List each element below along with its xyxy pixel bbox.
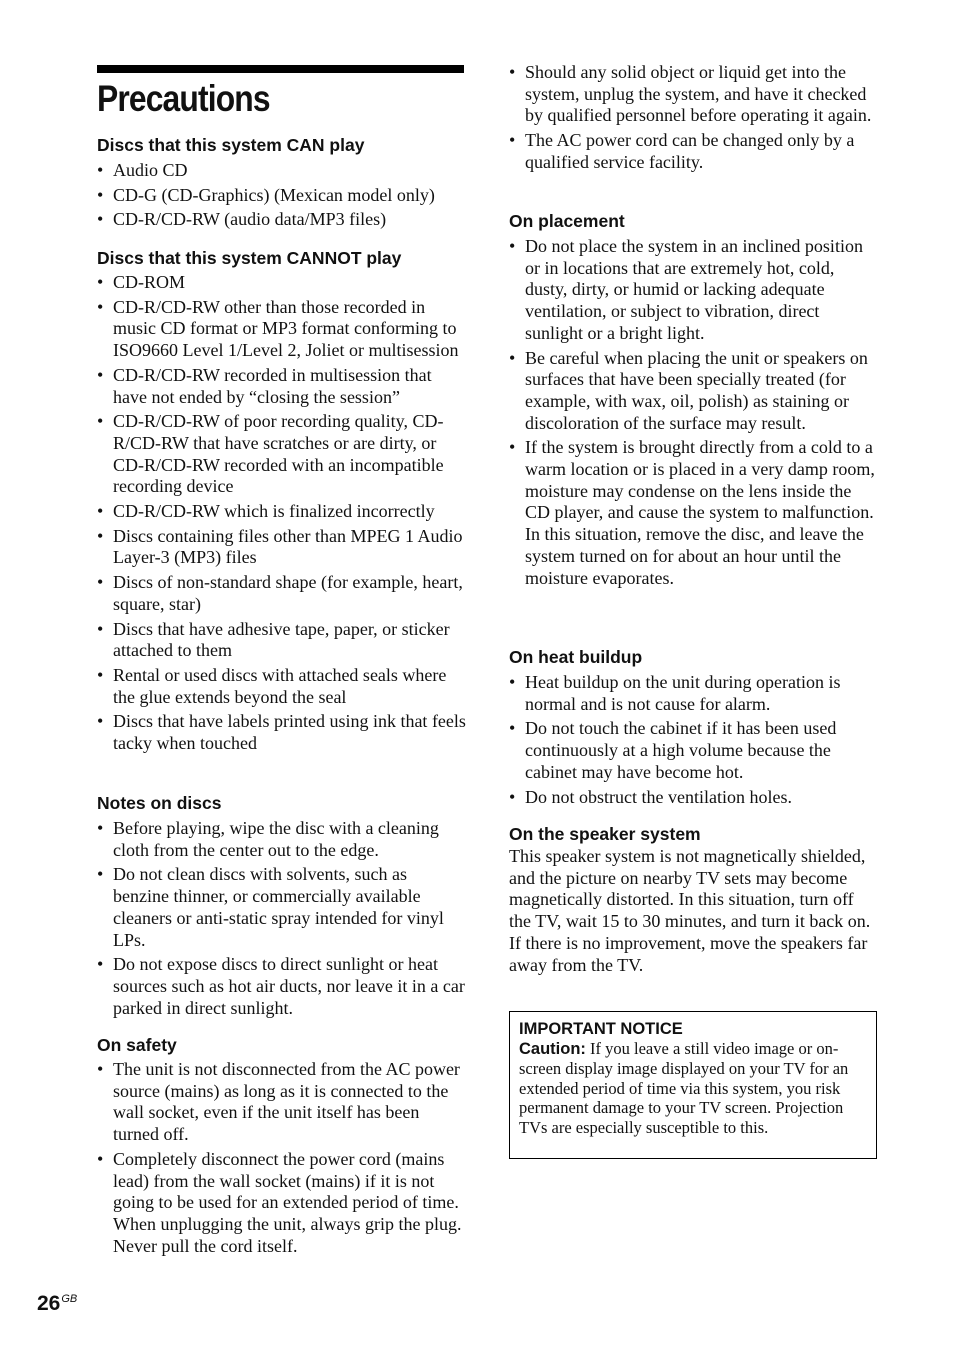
list-item: [509, 718, 877, 783]
list-item: [97, 365, 467, 408]
list-item: [97, 185, 467, 207]
bullet-icon: •: [509, 718, 516, 739]
list-item-text: Completely disconnect the power cord (mains lead) from the wall socket (mains) if it is not going to be used for an extended period of time. When unplugging the unit, always grip the plug. Never pull the cord itself.: [113, 1148, 462, 1256]
list-item: [97, 954, 467, 1019]
list-item-text: Discs that have labels printed using ink that feels tacky when touched: [113, 711, 466, 754]
list-cannot-play: [97, 272, 467, 758]
bullet-icon: •: [97, 818, 104, 838]
list-item: [509, 348, 877, 435]
bullet-icon: •: [97, 209, 104, 230]
list-item: [97, 160, 467, 182]
bullet-icon: •: [97, 618, 104, 639]
bullet-icon: •: [509, 130, 516, 151]
list-item-text: CD-R/CD-RW (audio data/MP3 files): [113, 209, 387, 230]
important-notice-box: [509, 1011, 877, 1159]
list-can-play: [97, 160, 467, 234]
heading-notes-on-discs: Notes on discs: [97, 793, 222, 813]
list-item-text: Discs that have adhesive tape, paper, or sticker attached to them: [113, 618, 450, 661]
list-item-text: Should any solid object or liquid get into the system, unplug the system, and have it checked by qualified personnel before operating it again.: [525, 62, 872, 126]
notice-heading: IMPORTANT NOTICE: [519, 1020, 683, 1038]
caution-text: If you leave a still video image or on-screen display image displayed on your TV for an extended period of time via this system, you risk permanent damage to your TV screen. Projection TVs are especially susceptible to this.: [519, 1039, 849, 1137]
list-item: [97, 526, 467, 569]
list-on-heat-buildup: [509, 672, 877, 811]
list-item: [97, 818, 467, 861]
bullet-icon: •: [509, 437, 516, 458]
caution-label: Caution:: [519, 1040, 586, 1058]
bullet-icon: •: [509, 62, 516, 82]
list-item-text: Do not expose discs to direct sunlight or heat sources such as hot air ducts, nor leave it in a car parked in direct sunlight.: [113, 954, 465, 1018]
list-item-text: CD-R/CD-RW other than those recorded in music CD format or MP3 format conforming to ISO9660 Level 1/Level 2, Joliet or multisession: [113, 296, 459, 361]
page-title: Precautions: [97, 78, 270, 119]
list-item-text: CD-R/CD-RW recorded in multisession that have not ended by “closing the session”: [113, 364, 432, 407]
list-item: [97, 864, 467, 951]
bullet-icon: •: [97, 272, 104, 292]
list-item: [97, 1149, 467, 1258]
bullet-icon: •: [97, 184, 104, 205]
bullet-icon: •: [97, 711, 104, 732]
list-item: [97, 209, 467, 231]
bullet-icon: •: [509, 786, 516, 807]
notice-text: [519, 1039, 867, 1137]
list-item: [97, 411, 467, 498]
heading-speaker-system: On the speaker system: [509, 824, 701, 844]
bullet-icon: •: [97, 864, 104, 885]
list-item-text: Discs containing files other than MPEG 1 Audio Layer-3 (MP3) files: [113, 525, 463, 568]
list-item: [509, 130, 877, 173]
list-item: [509, 62, 877, 127]
bullet-icon: •: [97, 501, 104, 522]
list-item-text: CD-G (CD-Graphics) (Mexican model only): [113, 184, 435, 205]
bullet-icon: •: [97, 525, 104, 546]
heading-on-placement: On placement: [509, 211, 625, 231]
list-item-text: Do not clean discs with solvents, such as benzine thinner, or commercially available cleaners or anti-static spray intended for vinyl LPs.: [113, 864, 444, 950]
list-item-text: Rental or used discs with attached seals where the glue extends beyond the seal: [113, 664, 447, 707]
heading-on-safety: On safety: [97, 1035, 177, 1055]
list-item: [97, 272, 467, 294]
bullet-icon: •: [97, 1059, 104, 1079]
bullet-icon: •: [97, 364, 104, 385]
list-item-text: Audio CD: [113, 160, 188, 180]
list-item: [97, 1059, 467, 1146]
heading-on-heat-buildup: On heat buildup: [509, 647, 643, 667]
list-item-text: Discs of non-standard shape (for example, heart, square, star): [113, 572, 463, 614]
list-on-safety-continued: [509, 62, 877, 177]
page-region-code: GB: [61, 1293, 78, 1305]
list-on-safety: [97, 1059, 467, 1260]
page-number-value: 26: [37, 1292, 61, 1315]
bullet-icon: •: [509, 347, 516, 368]
bullet-icon: •: [97, 1148, 104, 1169]
list-item-text: Do not obstruct the ventilation holes.: [525, 786, 792, 807]
list-item: [97, 572, 467, 615]
list-item-text: The AC power cord can be changed only by a qualified service facility.: [525, 130, 855, 172]
list-item-text: CD-ROM: [113, 272, 186, 292]
list-on-placement: [509, 236, 877, 592]
page-number: [37, 1286, 77, 1317]
list-item-text: CD-R/CD-RW of poor recording quality, CD-R/CD-RW that have scratches or are dirty, or CD-R/CD-RW recorded with an incompatible recording device: [113, 411, 444, 497]
bullet-icon: •: [97, 411, 104, 432]
list-item: [97, 501, 467, 523]
list-item-text: Before playing, wipe the disc with a cleaning cloth from the center out to the edge.: [113, 818, 439, 860]
list-item: [509, 437, 877, 589]
bullet-icon: •: [509, 672, 516, 692]
list-item-text: CD-R/CD-RW which is finalized incorrectly: [113, 501, 435, 522]
heading-cannot-play: Discs that this system CANNOT play: [97, 248, 402, 268]
bullet-icon: •: [97, 664, 104, 685]
bullet-icon: •: [97, 572, 104, 593]
list-item-text: The unit is not disconnected from the AC power source (mains) as long as it is connected to the wall socket, even if the unit itself has been turned off.: [113, 1059, 460, 1145]
list-item-text: Do not place the system in an inclined position or in locations that are extremely hot, cold, dusty, dirty, or humid or lacking adequate ventilation, or subject to vibration, direct sunlight or a bright light.: [525, 236, 863, 343]
heading-can-play: Discs that this system CAN play: [97, 135, 365, 155]
list-item: [509, 787, 877, 809]
bullet-icon: •: [97, 954, 104, 975]
list-item-text: Be careful when placing the unit or speakers on surfaces that have been specially treated (for example, with wax, oil, polish) as staining or discoloration of the surface may result.: [525, 347, 868, 433]
list-item: [97, 665, 467, 708]
list-item: [97, 619, 467, 662]
list-item: [509, 672, 877, 715]
list-item-text: If the system is brought directly from a cold to a warm location or is placed in a very damp room, moisture may condense on the lens inside the CD player, and cause the system to malfunction. In this situation, remove the disc, and leave the system turned on for about an hour until the moisture evaporates.: [525, 437, 875, 588]
speaker-system-text: This speaker system is not magnetically shielded, and the picture on nearby TV sets may become magnetically distorted. In this situation, turn off the TV, wait 15 to 30 minutes, and turn it back on. If there is no improvement, move the speakers far away from the TV.: [509, 846, 871, 975]
bullet-icon: •: [97, 160, 104, 180]
list-item: [97, 297, 467, 362]
list-item: [509, 236, 877, 345]
list-item: [97, 711, 467, 754]
bullet-icon: •: [97, 296, 104, 317]
list-item-text: Heat buildup on the unit during operation is normal and is not cause for alarm.: [525, 672, 841, 714]
list-item-text: Do not touch the cabinet if it has been used continuously at a high volume because the cabinet may have become hot.: [525, 718, 837, 782]
title-rule: [97, 65, 464, 73]
list-notes-on-discs: [97, 818, 467, 1022]
bullet-icon: •: [509, 236, 516, 256]
